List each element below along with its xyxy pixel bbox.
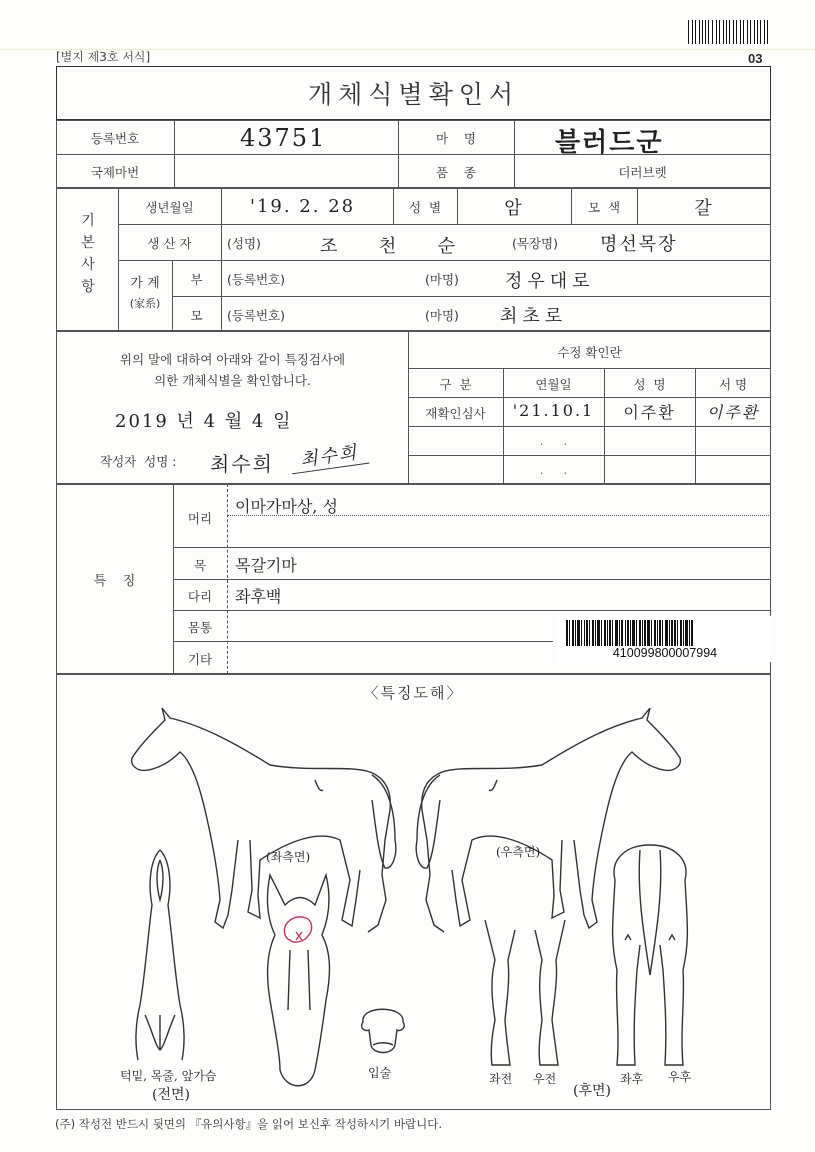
statement-line2: 의한 개체식별을 확인합니다.: [154, 373, 311, 388]
form-code: [별지 제3호 서식]: [56, 50, 151, 64]
horse-head-front-icon: [260, 870, 340, 1110]
feature-barcode-label: [556, 616, 774, 662]
farm-value: 명선목장: [600, 234, 678, 255]
revision-col-date: 연월일: [535, 377, 572, 392]
horse-front-chest-icon: [130, 845, 200, 1065]
left-side-label: (좌측면): [266, 850, 311, 864]
rear-label: (후면): [573, 1083, 611, 1099]
features-label: 특 징: [93, 574, 136, 589]
front-label: (전면): [152, 1087, 190, 1103]
left-fore-label: 좌전: [489, 1072, 513, 1086]
revision-title: 수정 확인란: [557, 345, 622, 360]
pedigree-hanja: (家系): [129, 297, 161, 310]
feature-label-other: 기타: [187, 652, 213, 667]
dam-name-label: (마명): [425, 308, 459, 323]
revision-row-name: 이주환: [623, 403, 676, 422]
horse-forelegs-icon: [480, 920, 590, 1080]
left-hind-label: 좌후: [620, 1072, 644, 1086]
dam-reg-label: (등록번호): [227, 308, 286, 323]
basic-info-label: 기본사항: [81, 213, 95, 295]
revision-row-sign: 이주환: [706, 403, 760, 422]
confirmation-date: 2019 년 4 월 4 일: [115, 411, 293, 432]
feature-value-neck: 목갈기마: [235, 556, 297, 575]
reg-no-value: 43751: [240, 124, 327, 152]
sex-label: 성 별: [408, 200, 442, 215]
producer-name-label: (성명): [227, 236, 261, 251]
lips-label: 입술: [368, 1066, 392, 1080]
birth-value: '19. 2. 28: [250, 196, 356, 217]
sire-label: 부: [190, 272, 203, 287]
sire-name-label: (마명): [425, 272, 459, 287]
horse-name-value: 블러드군: [555, 128, 664, 158]
right-fore-label: 우전: [533, 1072, 557, 1086]
footer-note: (주) 작성전 반드시 뒷면의 『유의사항』을 읽어 보신후 작성하시기 바랍니다.: [55, 1117, 443, 1131]
feature-value-head: 이마가마상, 성: [235, 497, 338, 516]
dam-name-value: 최초로: [500, 306, 568, 327]
breed-value: 더러브렛: [618, 165, 667, 180]
color-label: 모 색: [587, 200, 621, 215]
statement-line1: 위의 말에 대하여 아래와 같이 특징검사에: [119, 352, 346, 367]
feature-barcode: [566, 620, 766, 646]
author-name: 최수희: [210, 452, 274, 476]
document-title: 개체식별확인서: [56, 66, 771, 120]
revision-col-sign: 서 명: [718, 377, 748, 392]
revision-row-date: . .: [539, 433, 568, 448]
revision-col-name: 성 명: [633, 377, 666, 392]
color-value: 갈: [694, 198, 714, 219]
horse-rear-icon: [605, 840, 695, 1080]
revision-row-date: '21.10.1: [512, 401, 595, 420]
feature-barcode-number: 410099800007994: [612, 646, 718, 660]
front-chest-label: 턱밑, 목줄, 앞가슴: [120, 1069, 217, 1083]
horse-name-label: 마 명: [435, 131, 477, 146]
right-side-label: (우측면): [496, 845, 541, 859]
intl-no-label: 국제마번: [90, 165, 140, 180]
producer-name-value: 조 천 순: [320, 236, 466, 257]
revision-col-type: 구 분: [439, 377, 472, 392]
sire-name-value: 정우대로: [505, 271, 595, 292]
page-number: 03: [748, 51, 763, 66]
producer-label: 생 산 자: [147, 236, 192, 251]
author-label: 작성자 성명 :: [100, 454, 177, 469]
feature-label-head: 머리: [187, 511, 213, 526]
feature-label-neck: 목: [193, 558, 207, 573]
feature-label-legs: 다리: [187, 589, 213, 604]
sire-reg-label: (등록번호): [227, 272, 286, 287]
pedigree-label: 가 계: [130, 276, 160, 291]
top-barcode: [688, 20, 768, 44]
right-hind-label: 우후: [668, 1070, 692, 1084]
diagram-title: 〈특징도해〉: [363, 684, 464, 702]
birth-label: 생년월일: [145, 200, 194, 215]
horse-lips-icon: [355, 1000, 415, 1060]
revision-row-type: 재확인심사: [425, 406, 486, 421]
reg-no-label: 등록번호: [90, 131, 140, 146]
revision-row-date: . .: [539, 462, 568, 477]
breed-label: 품 종: [435, 165, 477, 180]
dam-label: 모: [190, 308, 203, 323]
feature-value-legs: 좌후백: [235, 587, 282, 606]
feature-label-body: 몸통: [187, 620, 213, 635]
farm-label: (목장명): [512, 236, 558, 251]
sex-value: 암: [504, 198, 524, 219]
author-signature: 최수희: [289, 437, 370, 475]
